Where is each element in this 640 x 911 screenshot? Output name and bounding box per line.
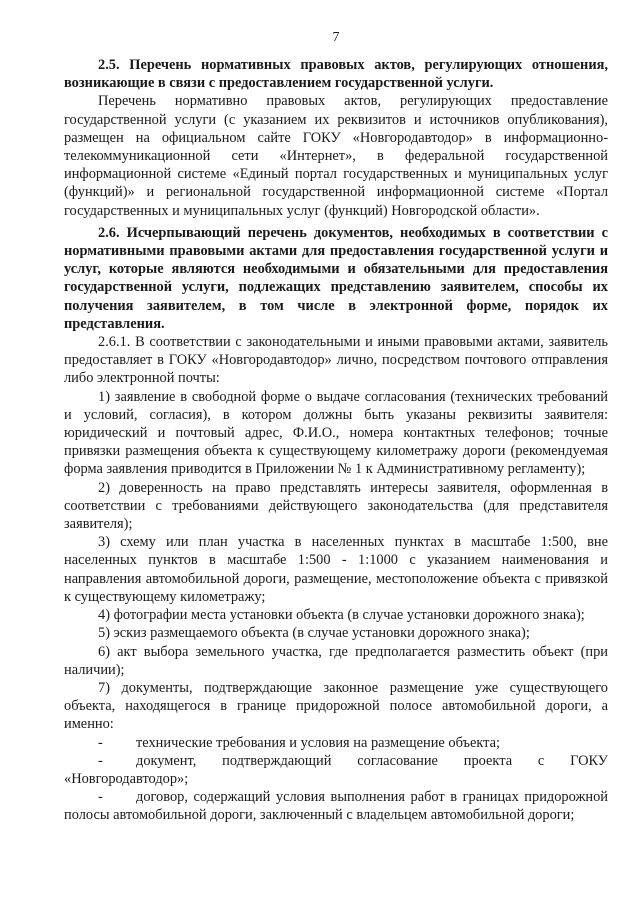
section-2-5-heading: 2.5. Перечень нормативных правовых актов, регулирующих отношения, возникающие в связи с предоставлением государственной услуги. bbox=[64, 57, 608, 92]
list-item-3: 3) схему или план участка в населенных пунктах в масштабе 1:500, вне населенных пунктов в масштабе 1:500 - 1:1000 с указанием наименования и направления автомобильной дороги, размещение, местоположение объекта с привязкой к существующему километражу; bbox=[64, 534, 608, 605]
section-2-6-1-intro: 2.6.1. В соответствии с законодательными и иными правовыми актами, заявитель предоставляет в ГОКУ «Новгородавтодор» лично, посредством почтового отправления либо электронной почты: bbox=[64, 334, 608, 387]
dash-item-technical-requirements bbox=[64, 734, 608, 752]
dash-item-approval-document bbox=[64, 752, 608, 788]
list-item-5: 5) эскиз размещаемого объекта (в случае установки дорожного знака); bbox=[98, 625, 530, 642]
list-item-1: 1) заявление в свободной форме о выдаче согласования (технических требований и условий, согласия), в котором должны быть указаны реквизиты заявителя: юридический и почтовый адрес, Ф.И.О., номера контактных телефонов; точные привязки размещения объекта к существующему километражу дороги (рекомендуемая форма заявления приводится в Приложении № 1 к Административному регламенту); bbox=[64, 388, 608, 478]
dash-marker: - bbox=[98, 734, 103, 751]
dash-marker: - bbox=[98, 789, 103, 806]
section-2-6-heading: 2.6. Исчерпывающий перечень документов, необходимых в соответствии с нормативными правовыми актами для предоставления государственной услуги и услуг, которые являются необходимыми и обязательными для предоставления государственной услуги, подлежащих представлению заявителем, способы их получения заявителем, в том числе в электронной форме, порядок их представления. bbox=[64, 224, 608, 332]
dash-item-text: технические требования и условия на размещение объекта; bbox=[136, 734, 501, 751]
list-item-6: 6) акт выбора земельного участка, где предполагается разместить объект (при наличии); bbox=[64, 643, 608, 678]
list-item-2: 2) доверенность на право представлять интересы заявителя, оформленная в соответствии с требованиями действующего законодательства (для представителя заявителя); bbox=[64, 479, 608, 533]
list-item-7: 7) документы, подтверждающие законное размещение уже существующего объекта, находящегося в границе придорожной полосе автомобильной дороги, а именно: bbox=[64, 679, 608, 733]
page-number: 7 bbox=[332, 30, 340, 45]
dash-marker: - bbox=[98, 752, 103, 769]
list-item-4: 4) фотографии места установки объекта (в случае установки дорожного знака); bbox=[98, 607, 585, 624]
dash-item-text: договор, содержащий условия выполнения работ в границах придорожной полосы автомобильной дороги, заключенный с владельцем автомобильной дороги; bbox=[64, 789, 608, 824]
section-2-5-body: Перечень нормативно правовых актов, регулирующих предоставление государственной услуги (с указанием их реквизитов и источников опубликования), размещен на официальном сайте ГОКУ «Новгородавтодор» в информационно-телекоммуникационной сети «Интернет», в федеральной государственной информационной системе «Единый портал государственных и муниципальных услуг (функций)» и региональной государственной информационной системе «Портал государственных и муниципальных услуг (функций) Новгородской области». bbox=[64, 93, 608, 219]
dash-item-contract bbox=[64, 788, 608, 824]
dash-item-text: документ, подтверждающий согласование проекта с ГОКУ «Новгородавтодор»; bbox=[64, 752, 608, 787]
